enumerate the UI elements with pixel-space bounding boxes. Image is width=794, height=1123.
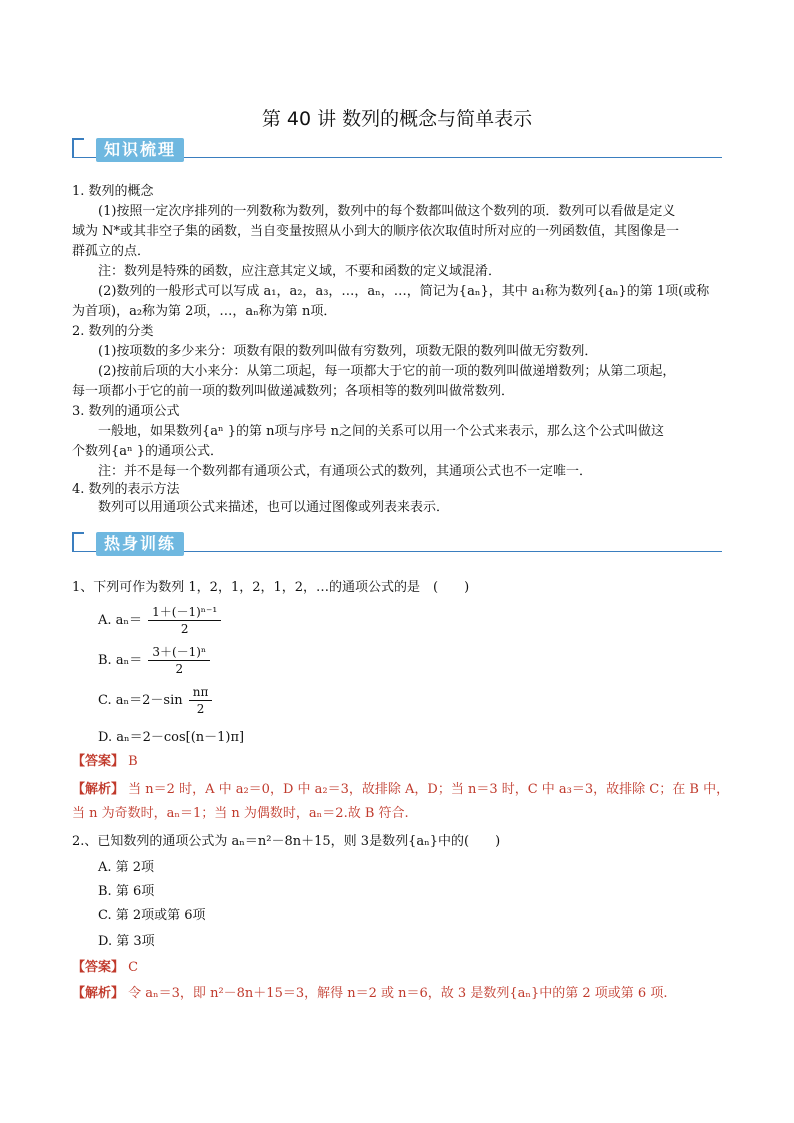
question-2-option-a: A. 第 2项 [98,860,155,875]
page-title: 第 40 讲 数列的概念与简单表示 [261,108,533,130]
option-text: A. aₙ＝ [98,613,143,628]
fraction [189,684,213,717]
denominator: 2 [180,622,189,636]
option-text: C. aₙ＝2－sin [98,693,183,708]
knowledge-text: (1)按照一定次序排列的一列数称为数列，数列中的每个数都叫做这个数列的项．数列可以看做是定义 [98,204,676,219]
question-2-stem: 2.、已知数列的通项公式为 aₙ＝n²－8n＋15，则 3是数列{aₙ}中的( ) [72,834,501,849]
knowledge-text: 群孤立的点． [72,244,151,259]
knowledge-text: (2)数列的一般形式可以写成 a₁，a₂，a₃，…，aₙ，…，简记为{aₙ}，其中 a₁称为数列{aₙ}的第 1项(或称 [98,284,710,299]
knowledge-text: 域为 N*或其非空子集的函数，当自变量按照从小到大的顺序依次取值时所对应的一列函数值，其图像是一 [72,224,680,239]
question-1-option-c [98,684,212,717]
denominator: 2 [175,662,184,676]
explanation-label: 【解析】 [72,782,125,797]
section-label: 知识梳理 [96,138,184,162]
numerator: 1＋(－1)ⁿ⁻¹ [148,604,221,621]
question-2-answer [72,956,138,975]
knowledge-note: 注：数列是特殊的函数，应注意其定义域，不要和函数的定义域混淆． [98,264,502,279]
question-1-stem: 1、下列可作为数列 1，2，1，2，1，2，…的通项公式的是 ( ) [72,580,470,595]
question-2-option-c: C. 第 2项或第 6项 [98,908,206,923]
fraction [148,644,210,677]
numerator: nπ [189,684,213,701]
knowledge-heading-1: 1. 数列的概念 [72,184,154,199]
knowledge-note: 注：并不是每一个数列都有通项公式，有通项公式的数列，其通项公式也不一定唯一． [98,464,593,479]
section-bracket [72,138,84,158]
option-text: B. aₙ＝ [98,653,143,668]
knowledge-heading-2: 2. 数列的分类 [72,324,154,339]
fraction [148,604,221,637]
knowledge-text: 每一项都小于它的前一项的数列叫做递减数列；各项相等的数列叫做常数列． [72,384,515,399]
knowledge-text: 一般地，如果数列{aⁿ }的第 n项与序号 n之间的关系可以用一个公式来表示，那么这个公式叫做这 [98,424,665,439]
section-header-knowledge [72,134,722,164]
answer-label: 【答案】 [72,960,125,975]
question-2-option-d: D. 第 3项 [98,934,155,949]
numerator: 3＋(－1)ⁿ [148,644,210,661]
denominator: 2 [196,702,205,716]
explanation-text: 令 aₙ＝3，即 n²－8n＋15＝3，解得 n＝2 或 n＝6，故 3 是数列{aₙ}中的第 2 项或第 6 项. [128,986,668,1001]
question-1-answer [72,750,138,769]
question-1-option-a [98,604,221,637]
explanation-label: 【解析】 [72,986,125,1001]
knowledge-text: (2)按前后项的大小来分：从第二项起，每一项都大于它的前一项的数列叫做递增数列；从第二项起， [98,364,676,379]
knowledge-heading-3: 3. 数列的通项公式 [72,404,180,419]
answer-label: 【答案】 [72,754,125,769]
question-1-explanation-cont: 当 n 为奇数时，aₙ＝1；当 n 为偶数时，aₙ＝2.故 B 符合. [72,806,409,821]
section-header-warmup [72,528,722,558]
question-1-option-b [98,644,210,677]
knowledge-heading-4: 4. 数列的表示方法 [72,482,180,497]
knowledge-text: 数列可以用通项公式来描述，也可以通过图像或列表来表示． [98,500,450,515]
question-1-explanation [72,778,729,797]
section-label: 热身训练 [96,532,184,556]
answer-value: B [128,754,138,769]
knowledge-text: 为首项)，a₂称为第 2项，…，aₙ称为第 n项． [72,304,337,319]
question-1-option-d: D. aₙ＝2－cos[(n－1)π] [98,730,245,745]
knowledge-text: 个数列{aⁿ }的通项公式． [72,444,224,459]
knowledge-text: (1)按项数的多少来分：项数有限的数列叫做有穷数列，项数无限的数列叫做无穷数列． [98,344,598,359]
section-bracket [72,532,84,552]
explanation-text: 当 n＝2 时，A 中 a₂＝0，D 中 a₂＝3，故排除 A，D；当 n＝3 时，C 中 a₃＝3，故排除 C；在 B 中， [128,782,730,797]
question-2-explanation [72,982,667,1001]
answer-value: C [128,960,139,975]
question-2-option-b: B. 第 6项 [98,884,155,899]
